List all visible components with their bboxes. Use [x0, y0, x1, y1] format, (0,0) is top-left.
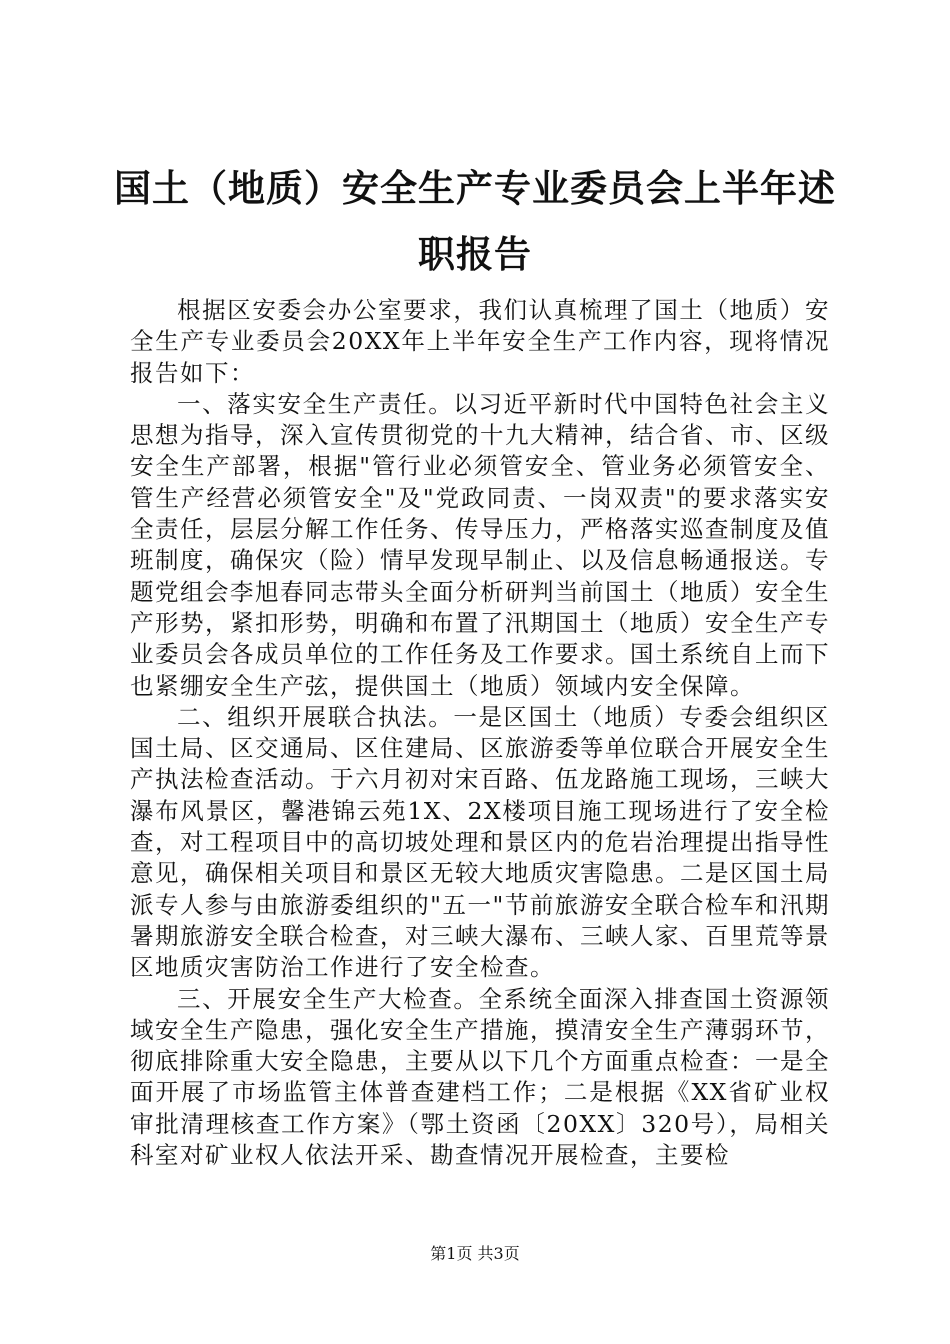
page-number: 第1页: [430, 1244, 473, 1263]
page-total: 共3页: [477, 1244, 520, 1263]
paragraph-section-2: 二、组织开展联合执法。一是区国土（地质）专委会组织区国土局、区交通局、区住建局、区旅游委等单位联合开展安全生产执法检查活动。于六月初对宋百路、伍龙路施工现场，三峡大瀑布风景区，馨港锦云苑1X、2X楼项目施工现场进行了安全检查，对工程项目中的高切坡处理和景区内的危岩治理提出指导性意见，确保相关项目和景区无较大地质灾害隐患。二是区国土局派专人参与由旅游委组织的"五一"节前旅游安全联合检车和汛期暑期旅游安全联合检查，对三峡大瀑布、三峡人家、百里荒等景区地质灾害防治工作进行了安全检查。: [130, 702, 830, 982]
paragraph-section-3: 三、开展安全生产大检查。全系统全面深入排查国土资源领域安全生产隐患，强化安全生产措施，摸清安全生产薄弱环节，彻底排除重大安全隐患，主要从以下几个方面重点检查：一是全面开展了市场监管主体普查建档工作；二是根据《XX省矿业权审批清理核查工作方案》（鄂土资函〔20XX〕320号），局相关科室对矿业权人依法开采、勘查情况开展检查，主要检: [130, 984, 830, 1170]
document-title: 国土（地质）安全生产专业委员会上半年述职报告: [114, 167, 836, 276]
page-footer: [0, 1244, 950, 1264]
paragraph-section-1: 一、落实安全生产责任。以习近平新时代中国特色社会主义思想为指导，深入宣传贯彻党的十九大精神，结合省、市、区级安全生产部署，根据"管行业必须管安全、管业务必须管安全、管生产经营必须管安全"及"党政同责、一岗双责"的要求落实安全责任，层层分解工作任务、传导压力，严格落实巡查制度及值班制度，确保灾（险）情早发现早制止、以及信息畅通报送。专题党组会李旭春同志带头全面分析研判当前国土（地质）安全生产形势，紧扣形势，明确和布置了汛期国土（地质）安全生产专业委员会各成员单位的工作任务及工作要求。国土系统自上而下也紧绷安全生产弦，提供国土（地质）领域内安全保障。: [130, 389, 830, 700]
paragraph-intro: 根据区安委会办公室要求，我们认真梳理了国土（地质）安全生产专业委员会20XX年上半年安全生产工作内容，现将情况报告如下：: [130, 296, 830, 387]
document-body: [130, 295, 830, 1171]
